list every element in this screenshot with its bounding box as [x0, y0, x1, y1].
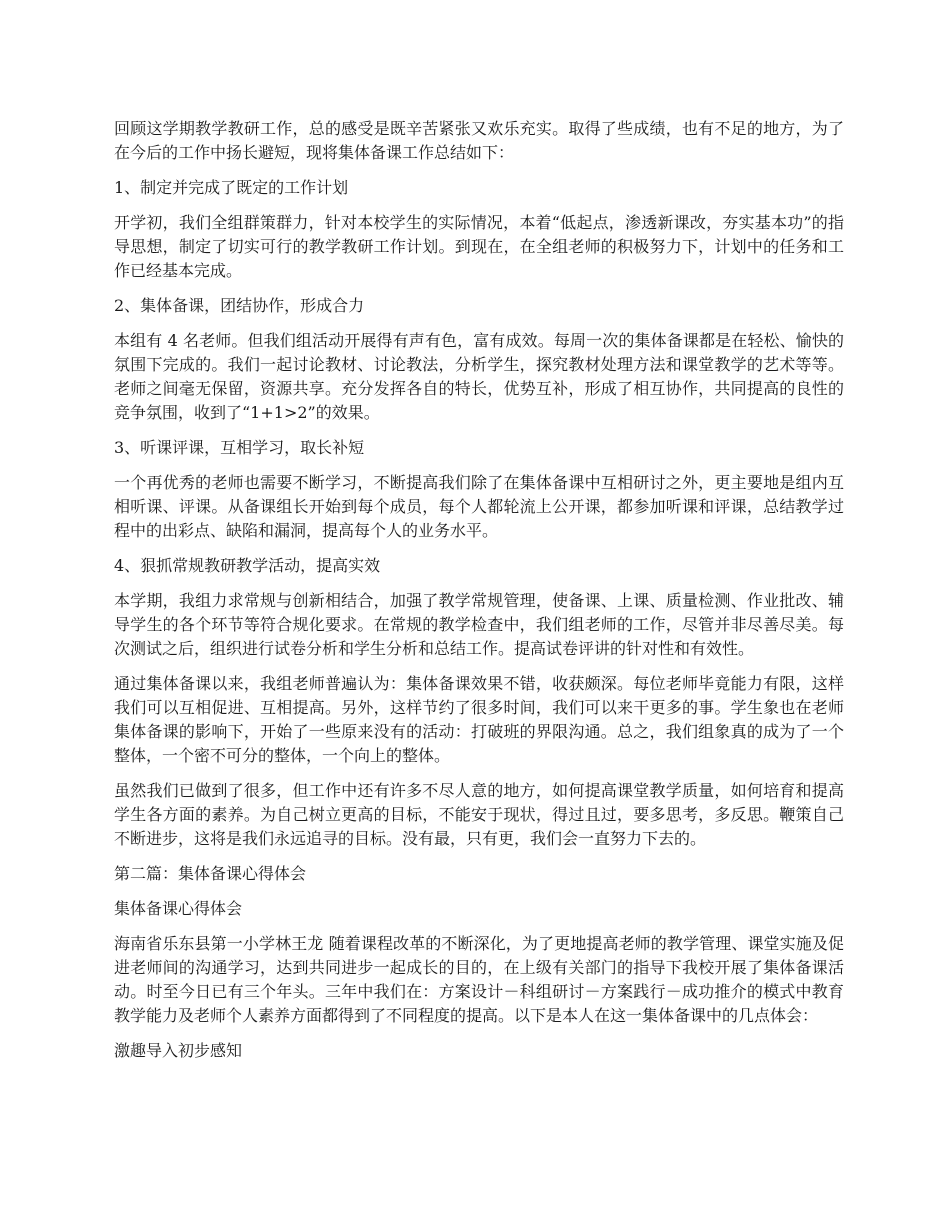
section-heading-2: 2、集体备课，团结协作，形成合力: [114, 296, 365, 315]
document-page: [114, 117, 844, 1074]
part-two-paragraph: 海南省乐东县第一小学林王龙 随着课程改革的不断深化，为了更地提高老师的教学管理、课堂实施及促进老师间的沟通学习，达到共同进步一起成长的目的，在上级有关部门的指导下我校开展了集体备课活动。时至今日已有三个年头。三年中我们在：方案设计－科组研讨－方案践行－成功推介的模式中教育教学能力及老师个人素养方面都得到了不同程度的提高。以下是本人在这一集体备课中的几点体会：: [114, 934, 844, 1025]
part-two-subtitle: 集体备课心得体会: [114, 899, 243, 918]
part-two-heading: 激趣导入初步感知: [114, 1041, 243, 1060]
closing-paragraph: 虽然我们已做到了很多，但工作中还有许多不尽人意的地方，如何提高课堂教学质量，如何培育和提高学生各方面的素养。为自己树立更高的目标，不能安于现状，得过且过，要多思考，多反思。鞭策自己不断进步，这将是我们永远追寻的目标。没有最，只有更，我们会一直努力下去的。: [114, 781, 844, 848]
section-heading-3: 3、听课评课，互相学习，取长补短: [114, 438, 365, 457]
part-two-title: 第二篇：集体备课心得体会: [114, 864, 307, 883]
section-2-paragraph: 本组有 4 名老师。但我们组活动开展得有声有色，富有成效。每周一次的集体备课都是在轻松、愉快的氛围下完成的。我们一起讨论教材、讨论教法，分析学生，探究教材处理方法和课堂教学的艺术等等。老师之间毫无保留，资源共享。充分发挥各自的特长，优势互补，形成了相互协作，共同提高的良性的竞争氛围，收到了“1+1>2”的效果。: [114, 331, 844, 422]
section-3-paragraph: 一个再优秀的老师也需要不断学习，不断提高我们除了在集体备课中互相研讨之外，更主要地是组内互相听课、评课。从备课组长开始到每个成员，每个人都轮流上公开课，都参加听课和评课，总结教学过程中的出彩点、缺陷和漏洞，提高每个人的业务水平。: [114, 473, 844, 540]
section-1-paragraph: 开学初，我们全组群策群力，针对本校学生的实际情况，本着“低起点，渗透新课改，夯实基本功”的指导思想，制定了切实可行的教学教研工作计划。到现在，在全组老师的积极努力下，计划中的任务和工作已经基本完成。: [114, 213, 844, 280]
intro-paragraph: 回顾这学期教学教研工作，总的感受是既辛苦紧张又欢乐充实。取得了些成绩，也有不足的地方，为了在今后的工作中扬长避短，现将集体备课工作总结如下：: [114, 119, 844, 162]
section-heading-4: 4、狠抓常规教研教学活动，提高实效: [114, 556, 381, 575]
section-4-paragraph: 本学期，我组力求常规与创新相结合，加强了教学常规管理，使备课、上课、质量检测、作业批改、辅导学生的各个环节等符合规化要求。在常规的教学检查中，我们组老师的工作，尽管并非尽善尽美。每次测试之后，组织进行试卷分析和学生分析和总结工作。提高试卷评讲的针对性和有效性。: [114, 591, 844, 658]
section-heading-1: 1、制定并完成了既定的工作计划: [114, 178, 349, 197]
summary-paragraph: 通过集体备课以来，我组老师普遍认为：集体备课效果不错，收获颇深。每位老师毕竟能力有限，这样我们可以互相促进、互相提高。另外，这样节约了很多时间，我们可以来干更多的事。学生象也在老师集体备课的影响下，开始了一些原来没有的活动：打破班的界限沟通。总之，我们组象真的成为了一个整体，一个密不可分的整体，一个向上的整体。: [114, 674, 844, 765]
